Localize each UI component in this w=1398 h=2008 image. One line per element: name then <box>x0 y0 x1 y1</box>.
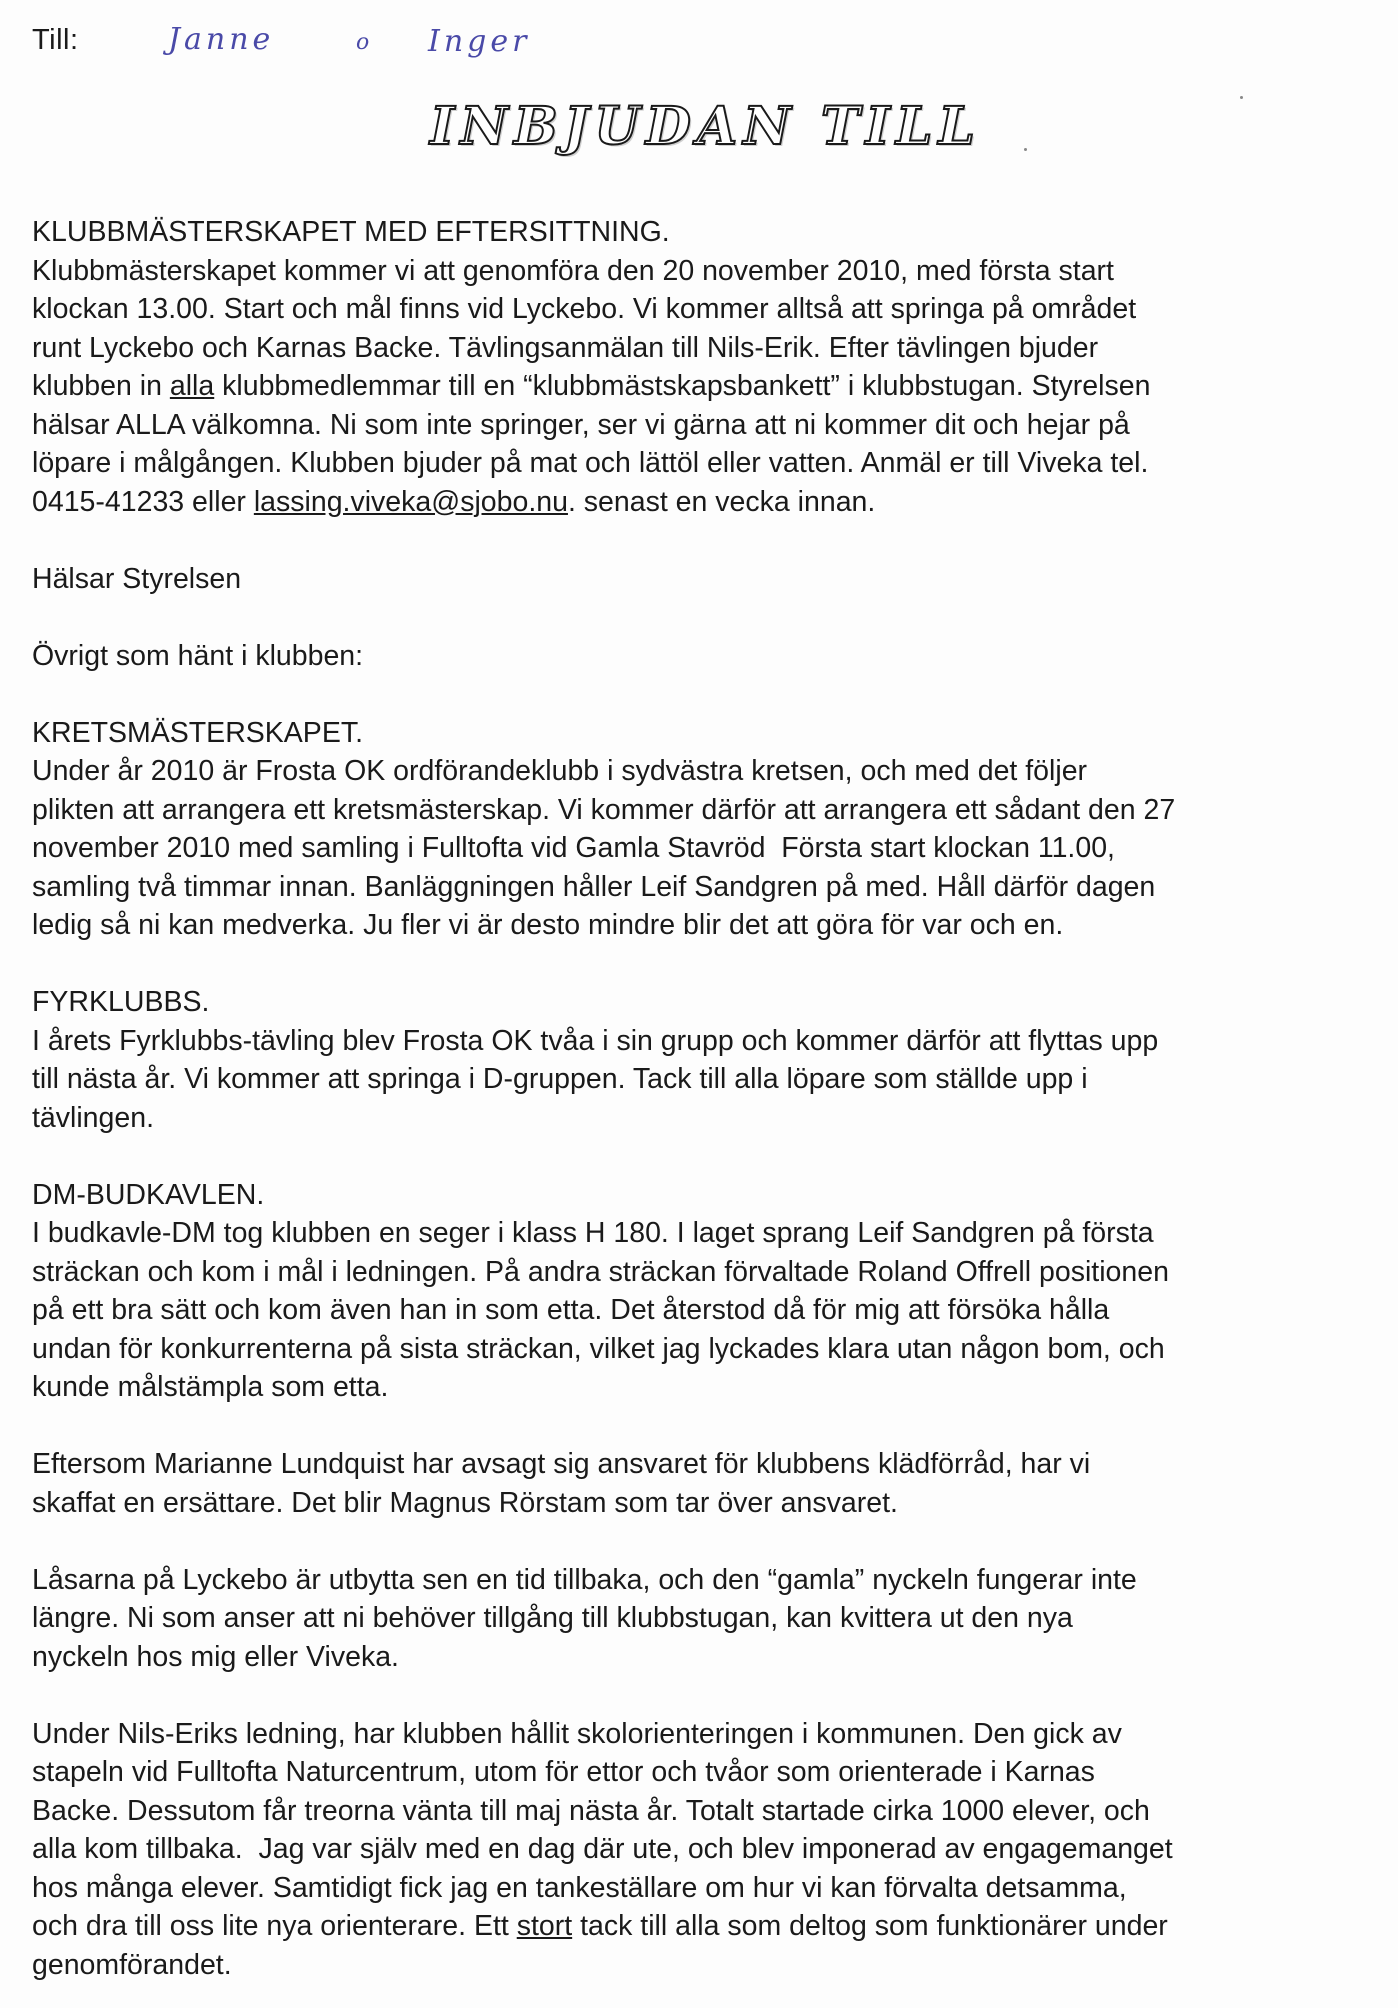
paragraph-line <box>32 367 1372 406</box>
paragraph-line: Under år 2010 är Frosta OK ordförandeklubb i sydvästra kretsen, och med det följer <box>32 755 1088 787</box>
handwritten-connector: o <box>356 30 374 55</box>
section-fyrklubbs <box>32 983 1372 1137</box>
paragraph-line: hälsar ALLA välkomna. Ni som inte springer, ser vi gärna att ni kommer dit och hejar på <box>32 408 1130 441</box>
paragraph-line: genomförandet. <box>32 1948 232 1981</box>
section-heading: KLUBBMÄSTERSKAPET MED EFTERSITTNING. <box>32 216 670 248</box>
section-greeting <box>32 560 1372 599</box>
paragraph-line: skaffat en ersättare. Det blir Magnus Rörstam som tar över ansvaret. <box>32 1486 898 1519</box>
paragraph-line: undan för konkurrenterna på sista sträckan, vilket jag lyckades klara utan någon bom, och <box>32 1332 1165 1365</box>
paragraph-line: ledig så ni kan medverka. Ju fler vi är desto mindre blir det att göra för var och en. <box>32 909 1064 941</box>
paragraph-line: på ett bra sätt och kom även han in som etta. Det återstod då för mig att försöka hålla <box>32 1294 1110 1326</box>
paragraph-line: I budkavle-DM tog klubben en seger i klass H 180. I laget sprang Leif Sandgren på första <box>32 1217 1154 1249</box>
paragraph-line: stapeln vid Fulltofta Naturcentrum, utom för ettor och tvåor som orienterade i Karnas <box>32 1756 1095 1788</box>
section-kretsmasterskapet <box>32 714 1372 945</box>
paragraph-line: till nästa år. Vi kommer att springa i D-gruppen. Tack till alla löpare som ställde upp i <box>32 1063 1088 1095</box>
paragraph-line: november 2010 med samling i Fulltofta vid Gamla Stavröd Första start klockan 11.00, <box>32 832 1115 864</box>
paragraph-line: löpare i målgången. Klubben bjuder på mat och lättöl eller vatten. Anmäl er till Viveka tel. <box>32 447 1149 479</box>
text-run: tack till alla som deltog som funktionärer under <box>572 1910 1168 1942</box>
paragraph-line: längre. Ni som anser att ni behöver tillgång till klubbstugan, kan kvittera ut den nya <box>32 1602 1073 1634</box>
paragraph-line: nyckeln hos mig eller Viveka. <box>32 1640 399 1673</box>
paragraph-line: hos många elever. Samtidigt fick jag en tankeställare om hur vi kan förvalta detsamma, <box>32 1871 1127 1904</box>
text-run: . senast en vecka innan. <box>567 485 876 518</box>
paragraph-line: klockan 13.00. Start och mål finns vid Lyckebo. Vi kommer alltså att springa på området <box>32 293 1137 325</box>
section-dm-budkavlen <box>32 1176 1372 1407</box>
paragraph-line: Backe. Dessutom får treorna vänta till maj nästa år. Totalt startade cirka 1000 elever, och <box>32 1794 1150 1827</box>
letter-body <box>32 213 1372 1984</box>
paragraph-line: sträckan och kom i mål i ledningen. På andra sträckan förvaltade Roland Offrell positionen <box>32 1255 1169 1288</box>
underlined-word: stort <box>516 1910 573 1942</box>
paragraph-line: alla kom tillbaka. Jag var själv med en dag där ute, och blev imponerad av engagemanget <box>32 1833 1173 1865</box>
greeting-line: Hälsar Styrelsen <box>32 562 242 595</box>
paragraph-line: I årets Fyrklubbs-tävling blev Frosta OK tvåa i sin grupp och kommer därför att flyttas upp <box>32 1024 1159 1057</box>
ovrigt-line: Övrigt som hänt i klubben: <box>32 639 364 672</box>
text-run: klubben in <box>32 370 170 402</box>
invitation-title: INBJUDAN TILL <box>430 96 981 157</box>
paragraph-line: Låsarna på Lyckebo är utbytta sen en tid tillbaka, och den “gamla” nyckeln fungerar inte <box>32 1563 1137 1596</box>
till-label: Till: <box>32 24 79 56</box>
section-klubbmasterskapet <box>32 213 1372 521</box>
scan-speck <box>1240 96 1243 99</box>
paragraph-line: Klubbmästerskapet kommer vi att genomföra den 20 november 2010, med första start <box>32 254 1114 287</box>
paragraph-line: tävlingen. <box>32 1101 155 1134</box>
paragraph-line: kunde målstämpla som etta. <box>32 1371 389 1403</box>
underlined-word: alla <box>169 370 215 402</box>
handwritten-recipient-1: Janne <box>168 22 275 57</box>
handwritten-recipient-2: Inger <box>428 24 531 59</box>
text-run: och dra till oss lite nya orienterare. Ett <box>32 1910 517 1942</box>
email-address: lassing.viveka@sjobo.nu <box>253 485 568 518</box>
text-run: 0415-41233 eller <box>32 485 254 518</box>
paragraph-line <box>32 483 1372 522</box>
section-ovrigt <box>32 637 1372 676</box>
paragraph-line: runt Lyckebo och Karnas Backe. Tävlingsanmälan till Nils-Erik. Efter tävlingen bjuder <box>32 331 1099 364</box>
section-lasarna <box>32 1561 1372 1677</box>
section-skolorientering <box>32 1715 1372 1985</box>
scan-speck <box>1024 148 1027 151</box>
text-run: klubbmedlemmar till en “klubbmästskapsbankett” i klubbstugan. Styrelsen <box>214 370 1151 402</box>
paragraph-line: Under Nils-Eriks ledning, har klubben hållit skolorienteringen i kommunen. Den gick av <box>32 1717 1122 1750</box>
paragraph-line: samling två timmar innan. Banläggningen håller Leif Sandgren på med. Håll därför dagen <box>32 870 1156 903</box>
section-heading: DM-BUDKAVLEN. <box>32 1178 265 1211</box>
paragraph-line <box>32 1907 1372 1946</box>
paragraph-line: plikten att arrangera ett kretsmästerskap. Vi kommer därför att arrangera ett sådant den 27 <box>32 793 1176 826</box>
section-heading: FYRKLUBBS. <box>32 986 210 1018</box>
paragraph-line: Eftersom Marianne Lundquist har avsagt sig ansvaret för klubbens klädförråd, har vi <box>32 1448 1091 1480</box>
section-kladforrad <box>32 1445 1372 1522</box>
section-heading: KRETSMÄSTERSKAPET. <box>32 716 363 749</box>
